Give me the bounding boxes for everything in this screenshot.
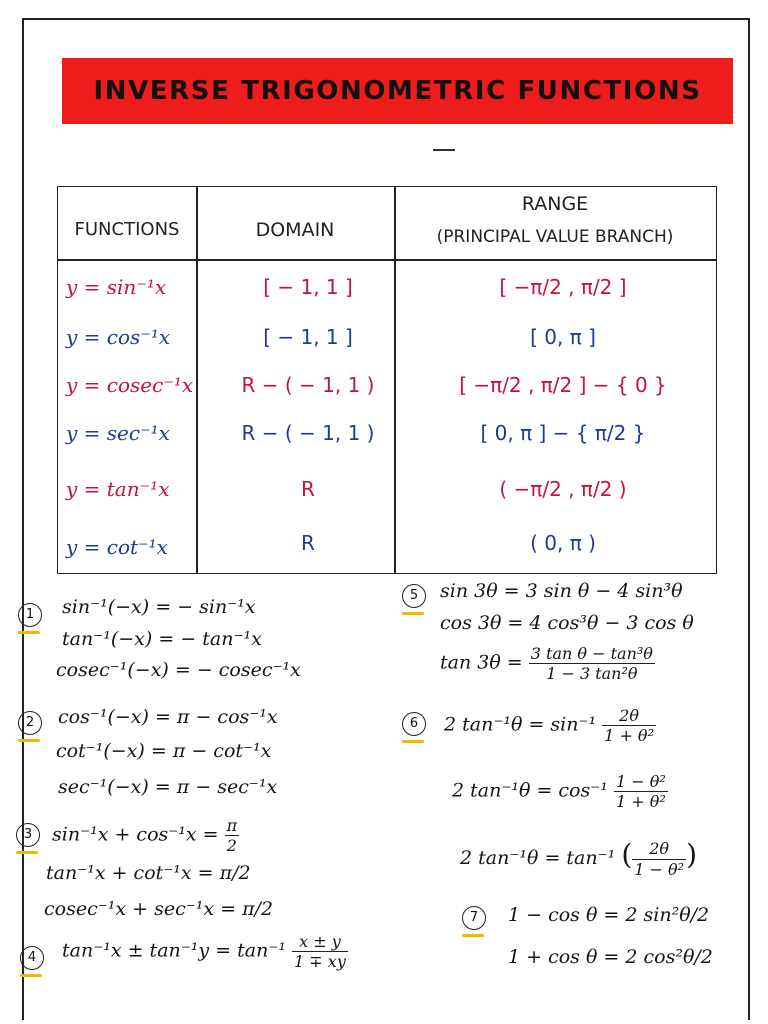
table-row-range: [ 0, π ] − { π/2 } — [480, 421, 646, 445]
formula-line — [452, 772, 668, 811]
formula-text: tan 3θ = — [440, 651, 523, 674]
divider — [433, 149, 455, 151]
formula-line — [52, 816, 239, 855]
fraction — [632, 839, 686, 878]
formula-line: sec⁻¹(−x) = π − sec⁻¹x — [58, 776, 278, 798]
table-divider — [196, 187, 198, 573]
table-row-range: [ −π/2 , π/2 ] − { 0 } — [459, 373, 667, 397]
table-row-domain: [ − 1, 1 ] — [263, 325, 353, 349]
table-row-range: ( 0, π ) — [530, 531, 596, 555]
inverse-trig-table — [57, 186, 717, 574]
formula-line: sin⁻¹(−x) = − sin⁻¹x — [62, 596, 256, 618]
fraction — [602, 706, 656, 745]
formula-line: cos⁻¹(−x) = π − cos⁻¹x — [58, 706, 278, 728]
formula-line — [460, 838, 697, 879]
formula-number: 2 — [18, 711, 42, 735]
highlight-mark — [402, 612, 424, 615]
highlight-mark — [402, 740, 424, 743]
formula-text: sin⁻¹x + cos⁻¹x = — [52, 823, 219, 846]
formula-line — [444, 706, 656, 745]
fraction-denominator: 1 + θ² — [615, 792, 666, 812]
formula-line: cos 3θ = 4 cos³θ − 3 cos θ — [440, 612, 694, 634]
table-row-domain: R − ( − 1, 1 ) — [241, 373, 375, 397]
formula-line — [440, 644, 655, 683]
highlight-mark — [18, 739, 40, 742]
formula-number: 7 — [462, 906, 486, 930]
formula-text: 2 tan⁻¹θ = sin⁻¹ — [444, 713, 597, 736]
formula-number: 3 — [16, 823, 40, 847]
highlight-mark — [18, 631, 40, 634]
formula-line: 1 + cos θ = 2 cos²θ/2 — [508, 946, 713, 968]
table-row-range: [ −π/2 , π/2 ] — [499, 275, 627, 299]
formula-text: tan⁻¹x ± tan⁻¹y = tan⁻¹ — [62, 939, 286, 962]
fraction-denominator: 1 − θ² — [634, 859, 685, 879]
table-row-fn: y = sin⁻¹x — [66, 275, 167, 299]
header-range-sub: (PRINCIPAL VALUE BRANCH) — [436, 227, 674, 247]
highlight-mark — [462, 934, 484, 937]
fraction-denominator: 2 — [226, 836, 237, 856]
formula-line: 1 − cos θ = 2 sin²θ/2 — [508, 904, 710, 926]
title-banner — [62, 58, 733, 124]
fraction — [225, 816, 240, 855]
table-row-range: ( −π/2 , π/2 ) — [499, 477, 627, 501]
formula-line: cosec⁻¹x + sec⁻¹x = π/2 — [44, 898, 274, 920]
fraction-numerator: 1 − θ² — [615, 772, 666, 791]
fraction-numerator: x ± y — [292, 932, 348, 952]
table-row-range: [ 0, π ] — [530, 325, 596, 349]
fraction — [292, 932, 348, 971]
page-title: INVERSE TRIGONOMETRIC FUNCTIONS — [93, 76, 702, 106]
formula-line: cot⁻¹(−x) = π − cot⁻¹x — [56, 740, 272, 762]
table-row-fn: y = cos⁻¹x — [66, 325, 171, 349]
fraction-numerator: 3 tan θ − tan³θ — [530, 644, 653, 663]
paren-open: ( — [621, 838, 633, 871]
fraction — [614, 772, 668, 811]
formula-line: cosec⁻¹(−x) = − cosec⁻¹x — [56, 659, 301, 681]
table-row-domain: R — [301, 477, 315, 501]
fraction-numerator: π — [226, 816, 238, 835]
formula-line: tan⁻¹x + cot⁻¹x = π/2 — [46, 862, 251, 884]
paren-close: ) — [686, 838, 697, 871]
formula-line — [62, 932, 348, 971]
formula-text: 2 tan⁻¹θ = cos⁻¹ — [452, 779, 608, 802]
formula-number: 6 — [402, 712, 426, 736]
fraction-denominator: 1 ∓ xy — [294, 952, 346, 972]
table-divider — [58, 259, 716, 261]
formula-number: 4 — [20, 946, 44, 970]
table-row-domain: [ − 1, 1 ] — [263, 275, 353, 299]
formula-number: 1 — [18, 603, 42, 627]
formula-number: 5 — [402, 584, 426, 608]
highlight-mark — [20, 974, 42, 977]
fraction — [529, 644, 655, 683]
highlight-mark — [16, 851, 38, 854]
header-functions: FUNCTIONS — [74, 219, 180, 240]
fraction-denominator: 1 + θ² — [604, 726, 654, 746]
table-row-domain: R — [301, 531, 315, 555]
formula-line: sin 3θ = 3 sin θ − 4 sin³θ — [440, 580, 683, 602]
fraction-numerator: 2θ — [632, 839, 686, 859]
table-row-fn: y = tan⁻¹x — [66, 477, 170, 501]
table-row-fn: y = cosec⁻¹x — [66, 373, 194, 397]
header-domain: DOMAIN — [255, 219, 335, 241]
table-row-fn: y = sec⁻¹x — [66, 421, 170, 445]
header-range: RANGE — [521, 193, 589, 215]
table-row-domain: R − ( − 1, 1 ) — [241, 421, 375, 445]
formula-line: tan⁻¹(−x) = − tan⁻¹x — [62, 628, 262, 650]
table-row-fn: y = cot⁻¹x — [66, 535, 168, 559]
fraction-denominator: 1 − 3 tan²θ — [546, 664, 638, 684]
formula-text: 2 tan⁻¹θ = tan⁻¹ — [460, 847, 616, 869]
fraction-numerator: 2θ — [602, 706, 656, 726]
